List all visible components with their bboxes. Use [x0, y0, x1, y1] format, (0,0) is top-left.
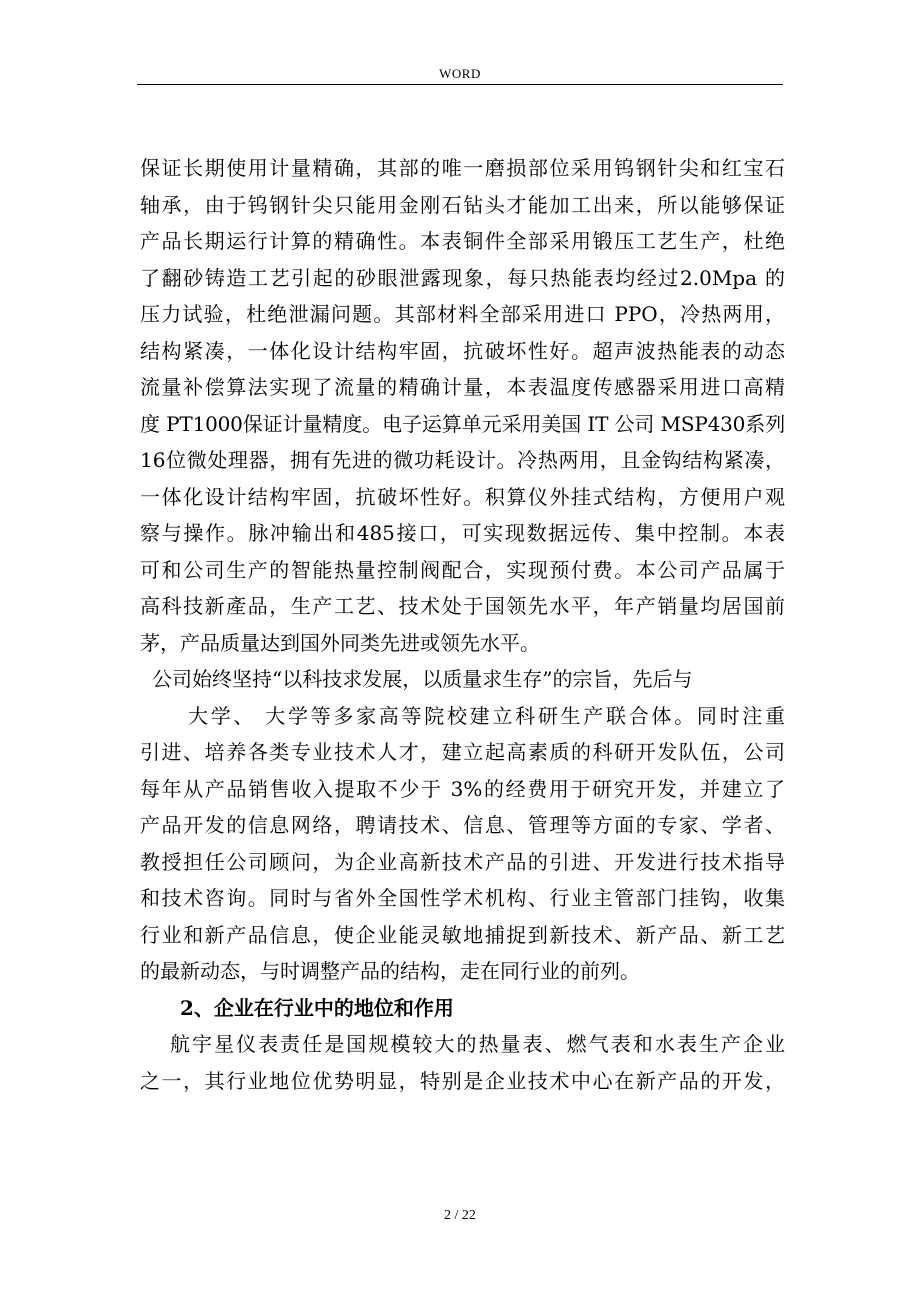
text-line: 一体化设计结构牢固，抗破坏性好。积算仪外挂式结构，方便用户观: [140, 484, 785, 509]
text-line: 引进、培养各类专业技术人才，建立起高素质的科研开发队伍，公司: [140, 740, 785, 764]
text-line: 察与操作。脉冲输出和485接口，可实现数据远传、集中控制。本表: [140, 521, 785, 545]
text-line: 结构紧凑，一体化设计结构牢固，抗破坏性好。超声波热能表的动态: [140, 338, 785, 363]
text-line: 可和公司生产的智能热量控制阀配合，实现预付费。本公司产品属于: [140, 557, 785, 582]
text-line: 茅，产品质量达到国外同类先进或领先水平。: [140, 630, 540, 655]
text-line: 之一，其行业地位优势明显，特别是企业技术中心在新产品的开发，: [140, 1068, 785, 1093]
text-line: 保证长期使用计量精确，其部的唯一磨损部位采用钨钢针尖和红宝石: [140, 156, 785, 180]
section-heading: 2、企业在行业中的地位和作用: [180, 995, 454, 1020]
text-line: 轴承，由于钨钢针尖只能用金刚石钻头才能加工出来，所以能够保证: [140, 192, 785, 217]
text-line: 流量补偿算法实现了流量的精确计量，本表温度传感器采用进口高精: [140, 375, 785, 399]
text-line: 航宇星仪表责任是国规模较大的热量表、燃气表和水表生产企业: [170, 1032, 785, 1056]
text-line: 压力试验，杜绝泄漏问题。其部材料全部采用进口 PPO，冷热两用，: [140, 302, 785, 326]
text-line: 教授担任公司顾问，为企业高新技术产品的引进、开发进行技术指导: [140, 849, 785, 874]
page-header-label: WORD: [439, 66, 481, 81]
page-number: 2 / 22: [444, 1208, 476, 1223]
text-line: 公司始终坚持“以科技求发展，以质量求生存”的宗旨，先后与: [152, 667, 693, 691]
text-line: 每年从产品销售收入提取不少于 3%的经费用于研究开发，并建立了: [140, 776, 785, 801]
text-line: 产品开发的信息网络，聘请技术、信息、管理等方面的专家、学者、: [140, 813, 785, 837]
text-line: 和技术咨询。同时与省外全国性学术机构、行业主管部门挂钩，收集: [140, 886, 785, 910]
text-line: 高科技新產品，生产工艺、技术处于国领先水平，年产销量均居国前: [140, 594, 785, 618]
text-line: 大学、 大学等多家高等院校建立科研生产联合体。同时注重: [188, 703, 785, 728]
text-line: 的最新动态，与时调整产品的结构，走在同行业的前列。: [140, 959, 640, 983]
header-divider: [137, 84, 783, 85]
text-line: 度 PT1000保证计量精度。电子运算单元采用美国 IT 公司 MSP430系列: [140, 411, 785, 436]
text-line: 了翻砂铸造工艺引起的砂眼泄露现象，每只热能表均经过2.0Mpa 的: [140, 265, 785, 290]
text-line: 产品长期运行计算的精确性。本表铜件全部采用锻压工艺生产，杜绝: [140, 229, 785, 253]
text-line: 行业和新产品信息，使企业能灵敏地捕捉到新技术、新产品、新工艺: [140, 922, 785, 947]
text-line: 16位微处理器，拥有先进的微功耗设计。冷热两用，且金钩结构紧凑，: [140, 448, 785, 472]
document-body: [140, 150, 785, 1099]
